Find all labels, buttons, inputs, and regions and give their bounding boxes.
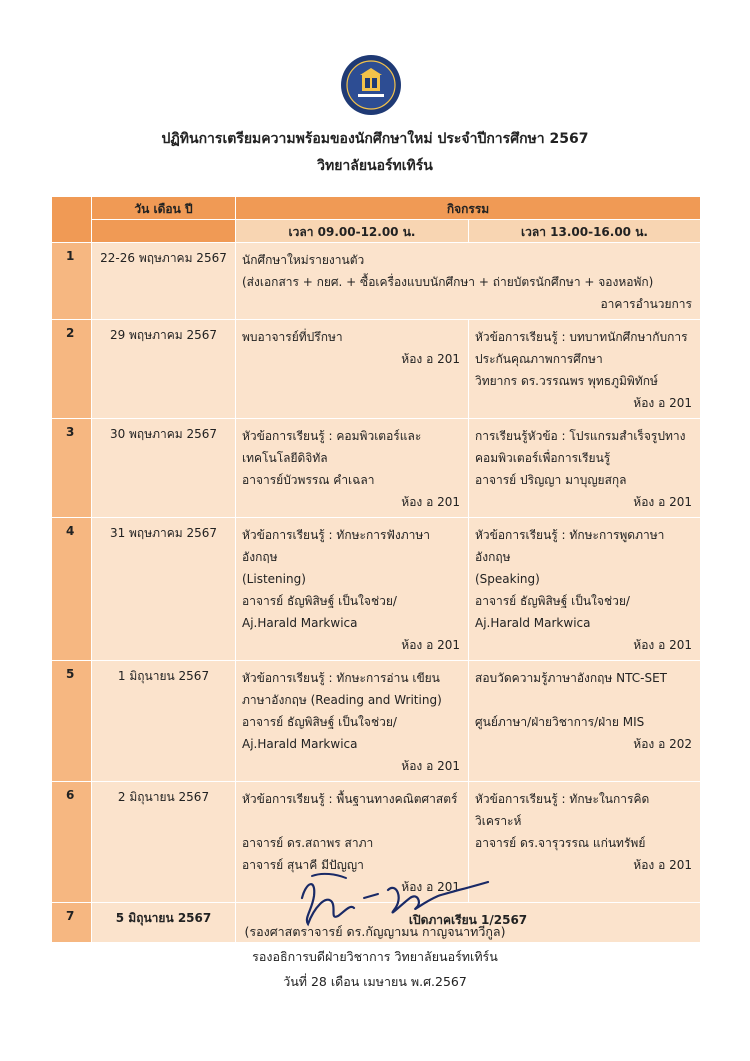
activity-line: อาจารย์ ธัญพิสิษฐ์ เป็นใจช่วย/ xyxy=(475,594,630,608)
activity-afternoon xyxy=(469,661,701,782)
header-num-blank xyxy=(52,197,92,243)
activity-line: หัวข้อการเรียนรู้ : ทักษะการอ่าน เขียน xyxy=(242,671,440,685)
activity-line: ประกันคุณภาพการศึกษา xyxy=(475,352,603,366)
activity-line: หัวข้อการเรียนรู้ : พื้นฐานทางคณิตศาสตร์ xyxy=(242,792,458,806)
activity-line: Aj.Harald Markwica xyxy=(242,616,358,630)
activity-line: เทคโนโลยีดิจิทัล xyxy=(242,451,328,465)
row-number: 5 xyxy=(52,661,92,782)
row-number: 2 xyxy=(52,320,92,419)
room-label: ห้อง อ 201 xyxy=(633,858,692,872)
schedule-row xyxy=(52,243,701,320)
activity-line: พบอาจารย์ที่ปรึกษา xyxy=(242,330,343,344)
activity-afternoon xyxy=(469,419,701,518)
activity-morning xyxy=(236,661,469,782)
college-name: วิทยาลัยนอร์ทเทิร์น xyxy=(317,158,433,174)
activity-line: หัวข้อการเรียนรู้ : บทบาทนักศึกษากับการ xyxy=(475,330,688,344)
activity-line: หัวข้อการเรียนรู้ : ทักษะการฟังภาษาอังกฤษ xyxy=(242,528,431,564)
activity-line: อาจารย์บัวพรรณ คำเฉลา xyxy=(242,473,375,487)
schedule-row xyxy=(52,320,701,419)
activity-line: อาจารย์ ธัญพิสิษฐ์ เป็นใจช่วย/ xyxy=(242,715,397,729)
activity-afternoon xyxy=(469,320,701,419)
signatory-position: รองอธิการบดีฝ่ายวิชาการ วิทยาลัยนอร์ทเทิร์น xyxy=(252,949,498,964)
room-label: อาคารอำนวยการ xyxy=(600,297,692,311)
row-date: 31 พฤษภาคม 2567 xyxy=(92,518,236,661)
activity-line: ศูนย์ภาษา/ฝ่ายวิชาการ/ฝ่าย MIS xyxy=(475,715,645,729)
document-title: ปฏิทินการเตรียมความพร้อมของนักศึกษาใหม่ ประจำปีการศึกษา 2567 xyxy=(161,131,589,147)
signed-date: วันที่ 28 เดือน เมษายน พ.ศ.2567 xyxy=(283,974,467,989)
row-number: 3 xyxy=(52,419,92,518)
activity-line xyxy=(242,810,462,832)
header-date: วัน เดือน ปี xyxy=(92,197,236,220)
room-label: ห้อง อ 202 xyxy=(633,737,692,751)
activity-line: อาจารย์ สุนาคี มีปัญญา xyxy=(242,858,364,872)
activity-line: อาจารย์ ธัญพิสิษฐ์ เป็นใจช่วย/ xyxy=(242,594,397,608)
room-label: ห้อง อ 201 xyxy=(401,352,460,366)
signatory-name: (รองศาสตราจารย์ ดร.กัญญามน กาญจนาทวีกูล) xyxy=(244,924,506,939)
activity-morning xyxy=(236,320,469,419)
activity-line: (Speaking) xyxy=(475,572,540,586)
activity-line: คอมพิวเตอร์เพื่อการเรียนรู้ xyxy=(475,451,611,465)
activity-line: (ส่งเอกสาร + กยศ. + ซื้อเครื่องแบบนักศึกษา + ถ่ายบัตรนักศึกษา + จองหอพัก) xyxy=(242,275,654,289)
activity-line: อาจารย์ ดร.สถาพร สาภา xyxy=(242,836,374,850)
row-date: 1 มิถุนายน 2567 xyxy=(92,661,236,782)
activity-line: เปิดภาคเรียน 1/2567 xyxy=(408,913,528,927)
activity-line: หัวข้อการเรียนรู้ : คอมพิวเตอร์และ xyxy=(242,429,422,443)
activity-full-day xyxy=(236,243,701,320)
room-label: ห้อง อ 201 xyxy=(633,638,692,652)
room-label: ห้อง อ 201 xyxy=(401,495,460,509)
activity-line: Aj.Harald Markwica xyxy=(242,737,358,751)
activity-line: อาจารย์ ดร.จารุวรรณ แก่นทรัพย์ xyxy=(475,836,646,850)
activity-line: การเรียนรู้หัวข้อ : โปรแกรมสำเร็จรูปทาง xyxy=(475,429,686,443)
room-label: ห้อง อ 201 xyxy=(401,759,460,773)
activity-morning xyxy=(236,518,469,661)
header-activity: กิจกรรม xyxy=(236,197,701,220)
activity-morning xyxy=(236,419,469,518)
row-number: 4 xyxy=(52,518,92,661)
activity-afternoon xyxy=(469,782,701,903)
schedule-row xyxy=(52,518,701,661)
activity-line xyxy=(475,689,694,711)
room-label: ห้อง อ 201 xyxy=(633,396,692,410)
activity-line: วิเคราะห์ xyxy=(475,814,522,828)
activity-line: ภาษาอังกฤษ (Reading and Writing) xyxy=(242,693,442,707)
row-date: 5 มิถุนายน 2567 xyxy=(92,903,236,943)
activity-line: นักศึกษาใหม่รายงานตัว xyxy=(242,253,365,267)
activity-line: หัวข้อการเรียนรู้ : ทักษะในการคิด xyxy=(475,792,650,806)
activity-line: Aj.Harald Markwica xyxy=(475,616,591,630)
room-label: ห้อง อ 201 xyxy=(633,495,692,509)
row-number: 6 xyxy=(52,782,92,903)
room-label: ห้อง อ 201 xyxy=(401,638,460,652)
college-logo xyxy=(340,54,402,116)
row-number: 7 xyxy=(52,903,92,943)
row-date: 2 มิถุนายน 2567 xyxy=(92,782,236,903)
room-label: ห้อง อ 201 xyxy=(401,880,460,894)
header-date-blank xyxy=(92,220,236,243)
schedule-table xyxy=(51,196,701,943)
schedule-row xyxy=(52,661,701,782)
row-date: 22-26 พฤษภาคม 2567 xyxy=(92,243,236,320)
activity-line: สอบวัดความรู้ภาษาอังกฤษ NTC-SET xyxy=(475,671,667,685)
activity-line: หัวข้อการเรียนรู้ : ทักษะการพูดภาษาอังกฤษ xyxy=(475,528,665,564)
schedule-row xyxy=(52,419,701,518)
activity-line: วิทยากร ดร.วรรณพร พุทธภูมิพิทักษ์ xyxy=(475,374,658,388)
activity-line: อาจารย์ ปริญญา มาบุญยสกุล xyxy=(475,473,627,487)
row-date: 29 พฤษภาคม 2567 xyxy=(92,320,236,419)
row-number: 1 xyxy=(52,243,92,320)
row-date: 30 พฤษภาคม 2567 xyxy=(92,419,236,518)
header-morning: เวลา 09.00-12.00 น. xyxy=(236,220,469,243)
activity-afternoon xyxy=(469,518,701,661)
header-afternoon: เวลา 13.00-16.00 น. xyxy=(469,220,701,243)
activity-line: (Listening) xyxy=(242,572,306,586)
